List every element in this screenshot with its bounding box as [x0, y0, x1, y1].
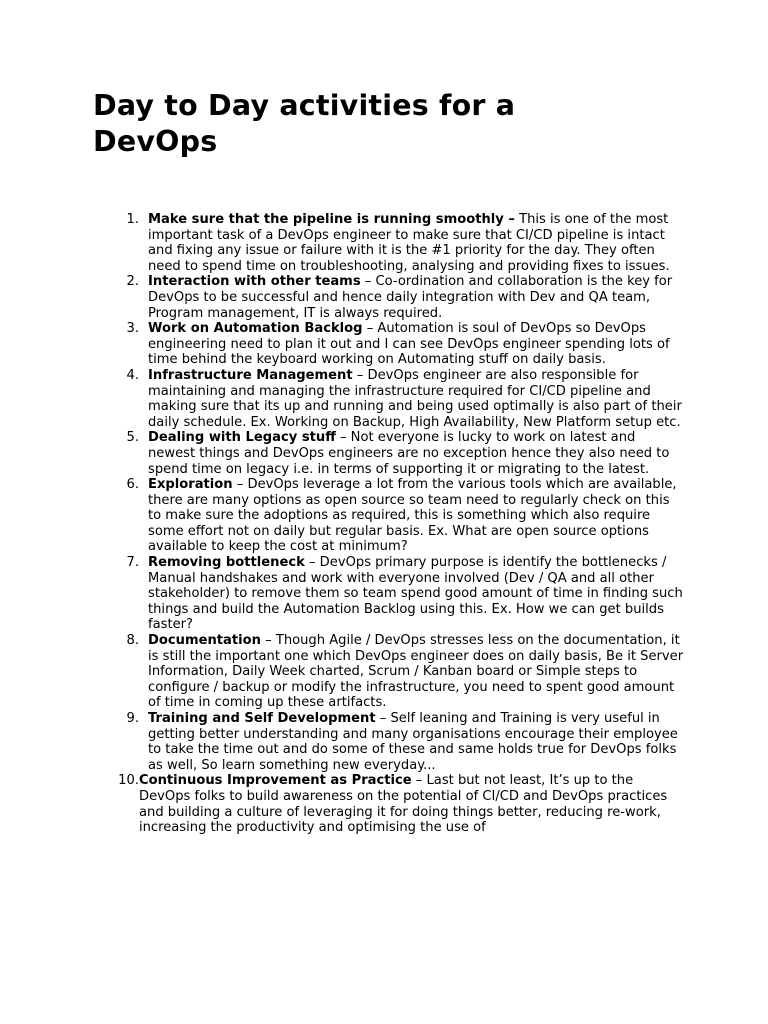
list-item-body	[148, 711, 684, 773]
list-item-number: 6.	[126, 477, 139, 493]
list-item-number: 8.	[126, 633, 139, 649]
list-item-heading: Continuous Improvement as Practice	[139, 773, 412, 789]
list-item-number: 10.	[118, 773, 139, 789]
list-item-number: 7.	[126, 555, 139, 571]
list-item	[93, 477, 683, 555]
list-item-text: – Though Agile / DevOps stresses less on the documentation, it is still the important one which DevOps engineer does on daily basis, Be it Server Information, Daily Week charted, Scrum / Kanban board or Simple steps to configure / backup or modify the infrastructure, you need to spent good amount of time in coming up these artifacts.	[148, 633, 684, 711]
list-item	[93, 212, 683, 274]
list-item-number: 5.	[126, 430, 139, 446]
list-item-text: – Not everyone is lucky to work on latest and newest things and DevOps engineers are no exception hence they also need to spend time on legacy i.e. in terms of supporting it or migrating to the latest.	[148, 430, 670, 477]
list-item-text: This is one of the most important task of a DevOps engineer to make sure that CI/CD pipeline is intact and fixing any issue or failure with it is the #1 priority for the day. They often need to spend time on troubleshooting, analysing and providing fixes to issues.	[148, 212, 670, 274]
list-item-heading: Documentation	[148, 633, 261, 649]
list-item	[93, 711, 683, 773]
list-item-number: 4.	[126, 367, 139, 383]
list-item-heading: Work on Automation Backlog	[148, 321, 363, 337]
list-item-body	[148, 555, 684, 633]
list-item-text: – DevOps engineer are also responsible for maintaining and managing the infrastructure required for CI/CD pipeline and making sure that its up and running and being used optimally is also part of their daily schedule. Ex. Working on Backup, High Availability, New Platform setup etc.	[148, 367, 682, 430]
list-item-body	[148, 212, 684, 274]
list-item	[93, 633, 683, 711]
list-item-number: 1.	[126, 212, 139, 227]
list-item-text: – Automation is soul of DevOps so DevOps engineering need to plan it out and I can see DevOps engineer spending lots of time behind the keyboard working on Automating stuff on daily basis.	[148, 321, 670, 368]
list-item-number: 3.	[126, 321, 139, 337]
list-item-text: – Last but not least, It’s up to the DevOps folks to build awareness on the potential of CI/CD and DevOps practices and building a culture of leveraging it for doing things better, reducing re-work, increasing the productivity and optimising the use of	[139, 773, 668, 836]
list-item-text: – Co-ordination and collaboration is the key for DevOps to be successful and hence daily integration with Dev and QA team, Program management, IT is always required.	[148, 274, 673, 321]
document-title: Day to Day activities for a DevOps	[93, 89, 516, 158]
list-item-heading: Dealing with Legacy stuff	[148, 430, 336, 446]
list-item-number: 2.	[126, 274, 139, 290]
list-item-text: – Self leaning and Training is very useful in getting better understanding and many organisations encourage their employee to take the time out and do some of these and same holds true for DevOps folks as well, So learn something new everyday...	[148, 711, 678, 773]
list-item-heading: Training and Self Development	[148, 711, 376, 726]
list-item	[93, 274, 683, 321]
list-item-body	[148, 321, 684, 368]
list-item-heading: Infrastructure Management	[148, 367, 353, 383]
list-item-number: 9.	[126, 711, 139, 726]
list-item	[93, 555, 683, 633]
list-item	[93, 321, 683, 368]
list-item-body	[148, 430, 684, 477]
list-item-body	[148, 633, 684, 711]
list-item-body	[139, 773, 675, 835]
list-item-heading: Removing bottleneck	[148, 555, 305, 571]
list-item	[93, 773, 683, 835]
list-item-heading: Make sure that the pipeline is running smoothly –	[148, 212, 515, 227]
list-item-body	[148, 477, 684, 555]
list-item-text: – DevOps primary purpose is identify the bottlenecks / Manual handshakes and work with everyone involved (Dev / QA and all other stakeholder) to remove them so team spend good amount of time in finding such things and build the Automation Backlog using this. Ex. How we can get builds faster?	[148, 555, 683, 633]
list-item-heading: Exploration	[148, 477, 233, 493]
list-item-heading: Interaction with other teams	[148, 274, 361, 290]
list-item	[93, 368, 683, 430]
list-item	[93, 430, 683, 477]
activity-list	[93, 212, 683, 836]
list-item-body	[148, 368, 684, 430]
list-item-body	[148, 274, 684, 321]
list-item-text: – DevOps leverage a lot from the various tools which are available, there are many options as open source so team need to regularly check on this to make sure the adoptions as required, this is something which also require some effort not on daily but regular basis. Ex. What are open source options available to keep the cost at minimum?	[148, 477, 677, 555]
